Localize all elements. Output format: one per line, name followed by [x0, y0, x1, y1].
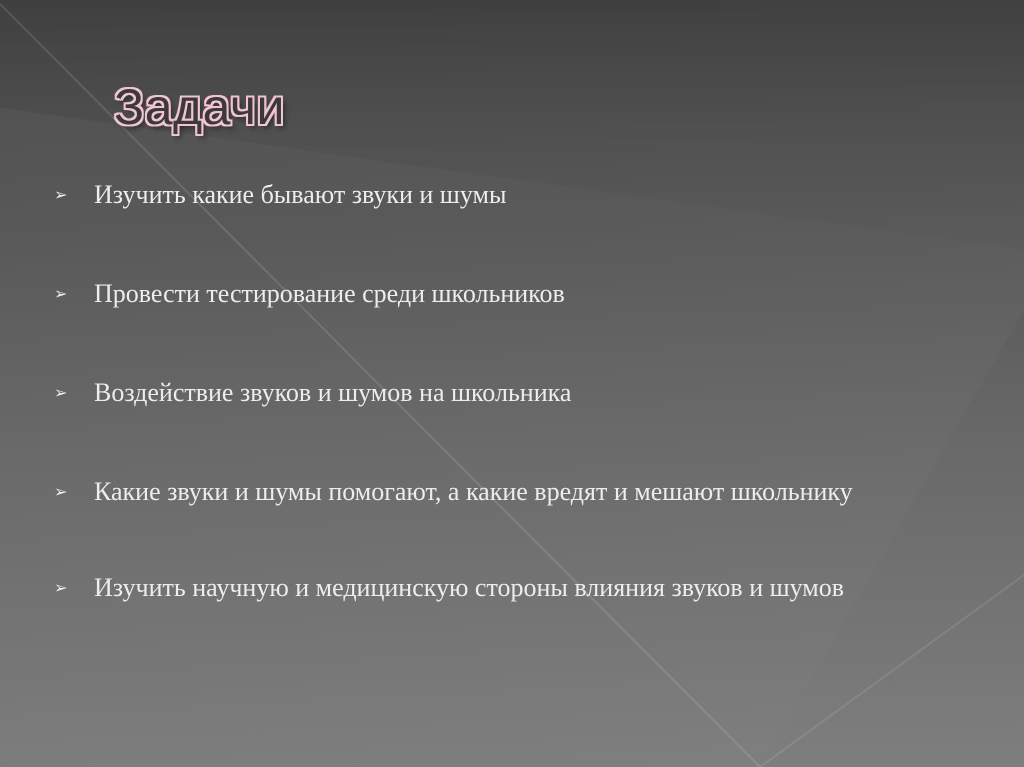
task-item-1: [54, 178, 994, 211]
task-text-3: Воздействие звуков и шумов на школьника: [94, 378, 572, 407]
chevron-right-icon: ➢: [54, 482, 68, 501]
chevron-right-icon: ➢: [54, 383, 68, 402]
chevron-right-icon: ➢: [54, 578, 68, 597]
task-item-2: [54, 277, 994, 310]
task-text-1: Изучить какие бывают звуки и шумы: [94, 180, 507, 209]
task-item-5: [54, 571, 994, 604]
task-item-3: [54, 376, 994, 409]
task-text-2: Провести тестирование среди школьников: [94, 279, 565, 308]
slide-title: Задачи: [114, 79, 285, 135]
task-item-4: [54, 475, 994, 508]
task-text-4: Какие звуки и шумы помогают, а какие вредят и мешают школьнику: [94, 477, 853, 506]
task-list: [54, 178, 994, 604]
chevron-right-icon: ➢: [54, 284, 68, 303]
chevron-right-icon: ➢: [54, 185, 68, 204]
task-text-5: Изучить научную и медицинскую стороны влияния звуков и шумов: [94, 573, 845, 602]
